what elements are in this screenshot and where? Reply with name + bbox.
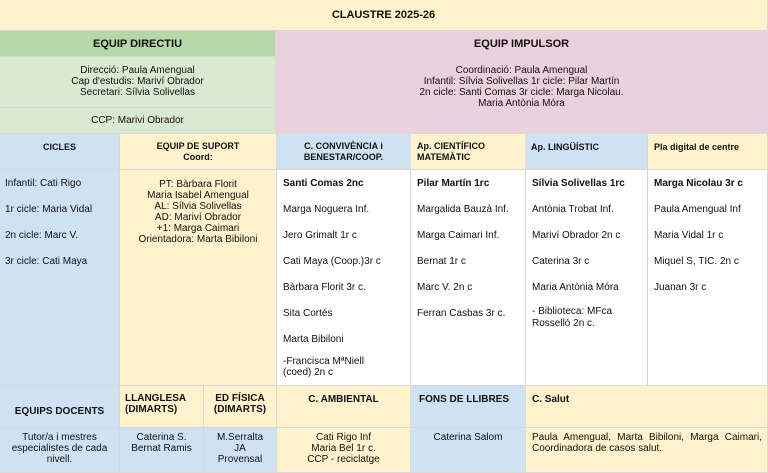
impulsor-line: Coordinació: Paula Amengual: [455, 65, 588, 76]
cicles-body: [0, 170, 120, 386]
suport-line: AD: Mariví Obrador: [154, 212, 242, 223]
equip-impulsor-header: [276, 31, 768, 57]
ambiental-body: [277, 428, 411, 473]
cicles-header: [0, 134, 120, 170]
linguistic-coordinator: Sílvia Solivellas 1rc: [532, 178, 625, 189]
edfisica-line: Provensal: [217, 454, 263, 465]
impulsor-line: 2n cicle: Santi Comas 3r cicle: Marga Nicolau.: [419, 87, 624, 98]
ambiental-line: CCP - reciclatge: [307, 454, 380, 465]
suport-line: PT: Bàrbara Florit: [159, 179, 237, 190]
llanglesa-subtitle: (DIMARTS): [125, 404, 178, 415]
digital-coordinator: Marga Nicolau 3r c: [654, 178, 743, 189]
cientific-member: Ferran Casbas 3r c.: [417, 308, 506, 319]
ccp-cell: [0, 108, 276, 134]
directiu-line: Direcció: Paula Amengual: [80, 65, 195, 76]
linguistic-header: [526, 134, 648, 170]
digital-member: Paula Amengual Inf: [654, 204, 741, 215]
digital-body: [648, 170, 768, 386]
linguistic-member: Mariví Obrador 2n c: [532, 230, 621, 241]
fons-header: [411, 386, 526, 428]
equip-directiu-title: EQUIP DIRECTIU: [92, 37, 183, 50]
convivencia-member: -Francisca MªNiell: [283, 356, 364, 367]
docents-line: especialistes de cada: [11, 443, 108, 454]
cientific-member: Marc V. 2n c: [417, 282, 473, 293]
salut-header: [526, 386, 768, 428]
suport-body: [120, 170, 277, 386]
equips-docents-header: [0, 386, 120, 428]
llanglesa-body: [120, 428, 204, 473]
llanglesa-line: Caterina S.: [136, 432, 187, 443]
linguistic-member: Antònia Trobat Inf.: [532, 204, 614, 215]
salut-title: C. Salut: [532, 394, 570, 405]
llanglesa-title: LLANGLESA: [125, 393, 187, 404]
cicle-item: Infantil: Cati Rigo: [5, 178, 82, 189]
llanglesa-line: Bernat Ramis: [131, 443, 192, 454]
digital-title: Pla digital de centre: [654, 142, 740, 152]
cicle-item: 2n cicle: Marc V.: [5, 230, 78, 241]
convivencia-member: Jero Grimalt 1r c: [283, 230, 357, 241]
cicle-item: 3r cicle: Cati Maya: [5, 256, 88, 267]
docents-line: nivell.: [46, 454, 73, 465]
fons-line: Caterina Salom: [433, 432, 503, 443]
sheet-title: [0, 0, 768, 31]
convivencia-member: Bàrbara Florit 3r c.: [283, 282, 366, 293]
cicles-title: CICLES: [42, 142, 76, 152]
directiu-line: Cap d'estudis: Mariví Obrador: [71, 76, 204, 87]
edfisica-line: M.Serralta: [216, 432, 264, 443]
suport-title: EQUIP DE SUPORT: [156, 141, 240, 151]
edfisica-header: [204, 386, 277, 428]
equips-docents-body: [0, 428, 120, 473]
edfisica-body: [204, 428, 277, 473]
digital-header: [648, 134, 768, 170]
suport-line: AL: Sílvia Solivellas: [154, 201, 242, 212]
impulsor-line: Infantil: Sílvia Solivellas 1r cicle: Pilar Martín: [423, 76, 620, 87]
linguistic-body: [526, 170, 648, 386]
convivencia-subtitle: BENESTAR/COOP.: [303, 152, 384, 162]
cientific-member: Margalida Bauzà Inf.: [417, 204, 509, 215]
directiu-line: Secretari: Sílvia Solivellas: [79, 87, 196, 98]
convivencia-member: Marta Bibiloni: [283, 334, 344, 345]
convivencia-title: C. CONVIVÈNCIA i: [304, 141, 383, 151]
suport-line: Orientadora: Marta Bibiloni: [138, 234, 258, 245]
cicle-item: 1r cicle: Maria Vidal: [5, 204, 93, 215]
suport-line: +1: Marga Caimari: [156, 223, 240, 234]
cientific-title: Ap. CIENTÍFICO: [417, 141, 485, 151]
linguistic-title: Ap. LINGÜÍSTIC: [531, 142, 599, 152]
edfisica-line: JA: [234, 443, 246, 454]
edfisica-title: ED FÍSICA: [215, 393, 265, 404]
title-text: CLAUSTRE 2025-26: [331, 9, 436, 21]
ambiental-header: [277, 386, 411, 428]
equip-directiu-body: [0, 57, 276, 108]
equip-impulsor-title: EQUIP IMPULSOR: [473, 37, 570, 50]
impulsor-line: Maria Antònia Móra: [478, 98, 565, 109]
suport-subtitle: Coord:: [183, 152, 213, 162]
convivencia-header: [277, 134, 411, 170]
edfisica-subtitle: (DIMARTS): [213, 404, 267, 415]
equip-impulsor-body: [276, 57, 768, 134]
suport-line: Maria Isabel Amengual: [147, 190, 249, 201]
convivencia-coordinator: Santi Comas 2nc: [283, 178, 364, 189]
salut-text: Paula Amengual, Marta Bibiloni, Marga Caimari, Coordinadora de casos salut.: [532, 432, 762, 454]
llanglesa-header: [120, 386, 204, 428]
ccp-text: CCP: Marivi Obrador: [91, 115, 184, 126]
cientific-member: Bernat 1r c: [417, 256, 466, 267]
cientific-header: [411, 134, 526, 170]
digital-member: Miquel S, TIC. 2n c: [654, 256, 739, 267]
equips-docents-title: EQUIPS DOCENTS: [14, 406, 105, 417]
ambiental-line: Cati Rigo Inf: [315, 432, 372, 443]
equip-directiu-header: [0, 31, 276, 57]
linguistic-member: Caterina 3r c: [532, 256, 590, 267]
linguistic-member: - Biblioteca: MFca: [532, 306, 613, 317]
cientific-subtitle: MATEMÀTIC: [417, 152, 471, 162]
convivencia-body: [277, 170, 411, 386]
cientific-body: [411, 170, 526, 386]
fons-title: FONS DE LLIBRES: [419, 394, 510, 405]
digital-member: Maria Vidal 1r c: [654, 230, 724, 241]
cientific-member: Marga Caimari Inf.: [417, 230, 500, 241]
convivencia-member: Cati Maya (Coop.)3r c: [283, 256, 381, 267]
convivencia-member: Marga Noguera Inf.: [283, 204, 370, 215]
cientific-coordinator: Pilar Martín 1rc: [417, 178, 490, 189]
digital-member: Juanan 3r c: [654, 282, 707, 293]
ambiental-line: Maria Bel 1r c.: [311, 443, 376, 454]
salut-body: [526, 428, 768, 473]
convivencia-member: Sita Cortés: [283, 308, 333, 319]
docents-line: Tutor/a i mestres: [22, 432, 97, 443]
suport-header: [120, 134, 277, 170]
fons-body: [411, 428, 526, 473]
ambiental-title: C. AMBIENTAL: [308, 394, 379, 405]
convivencia-member: (coed) 2n c: [283, 367, 334, 378]
linguistic-member: Maria Antònia Móra: [532, 282, 619, 293]
linguistic-member: Rosselló 2n c.: [532, 318, 595, 329]
